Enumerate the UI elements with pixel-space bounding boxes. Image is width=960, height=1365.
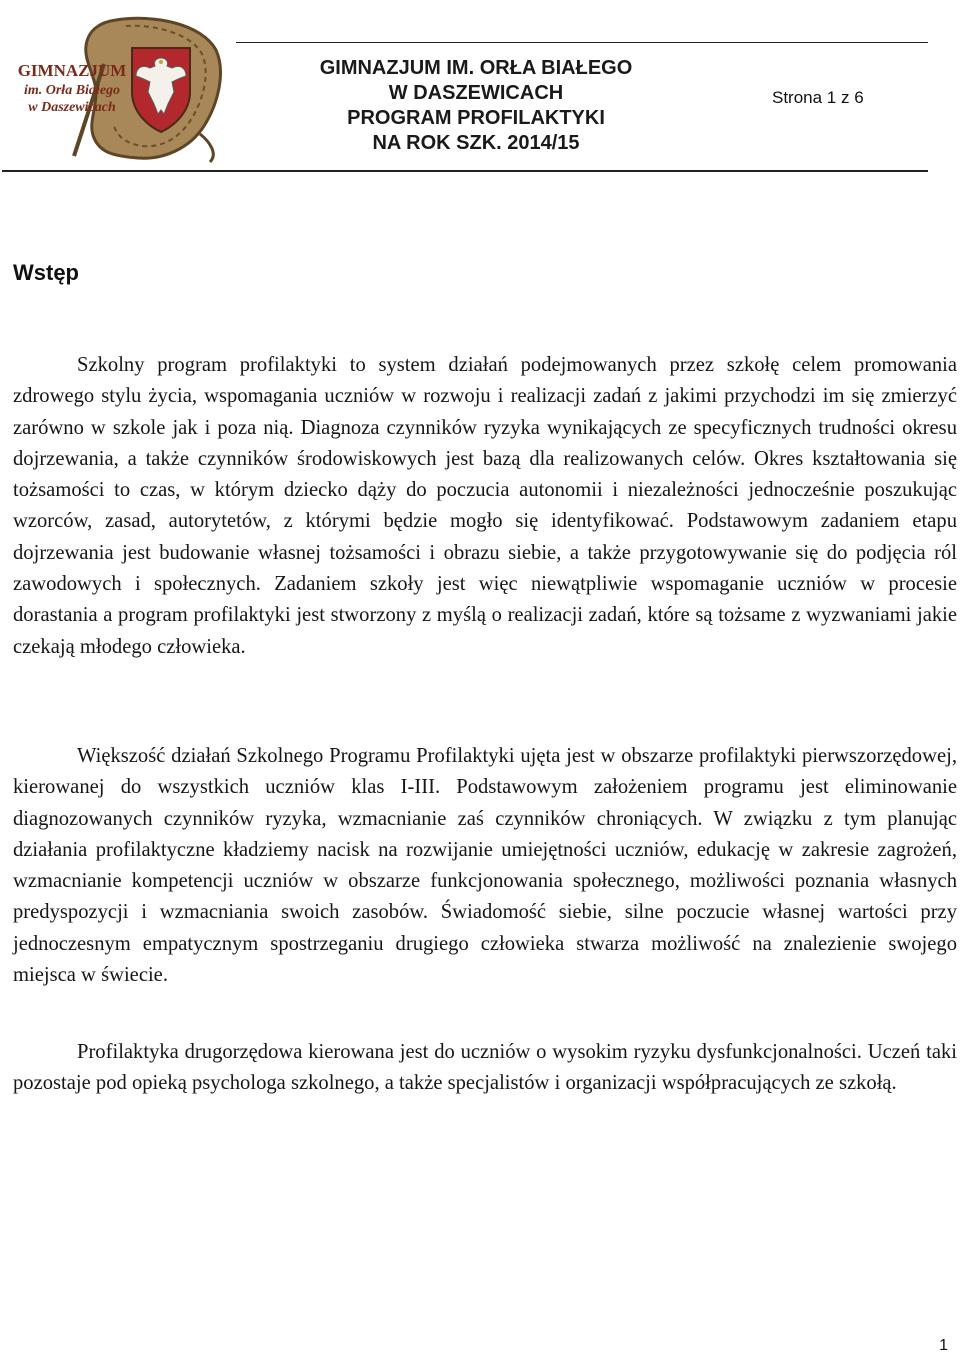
paragraph-secondary-prevention: Profilaktyka drugorzędowa kierowana jest do uczniów o wysokim ryzyku dysfunkcjonalności. Uczeń taki pozostaje pod opieką psychologa szkolnego, a także specjalistów i organizacji współpracujących ze szkołą. xyxy=(13,1041,957,1095)
paragraph-intro: Szkolny program profilaktyki to system działań podejmowanych przez szkołę celem promowania zdrowego stylu życia, wspomagania uczniów w rozwoju i realizacji zadań z jakimi przychodzi im się zmierzyć zarówno w szkole jak i poza nią. Diagnoza czynników ryzyka wynikających ze specyficznych trudności okresu dojrzewania, a także czynników środowiskowych jest bazą dla realizowanych celów. Okres kształtowania się tożsamości to czas, w którym dziecko dąży do poczucia autonomii i niezależności jednocześnie poszukując wzorców, zasad, autorytetów, z którymi będzie mogło się identyfikować. Podstawowym zadaniem etapu dojrzewania jest budowanie własnej tożsamości i obrazu siebie, a także przygotowywanie się do podjęcia ról zawodowych i społecznych. Zadaniem szkoły jest więc niewątpliwie wspomaganie uczniów w procesie dorastania a program profilaktyki jest stworzony z myślą o realizacji zadań, które są tożsame z wyzwaniami jakie czekają młodego człowieka. xyxy=(13,354,957,658)
title-line-location: W DASZEWICACH xyxy=(388,82,564,104)
school-logo xyxy=(4,6,230,166)
cord-decoration xyxy=(200,134,213,162)
header-top-rule xyxy=(236,42,928,43)
logo-text-line1: GIMNAZJUM xyxy=(17,61,127,80)
page-header xyxy=(0,0,960,175)
document-title xyxy=(296,56,656,156)
logo-text-line2: im. Orła Białego xyxy=(23,83,121,98)
title-line-year: NA ROK SZK. 2014/15 xyxy=(372,132,580,154)
title-line-program: PROGRAM PROFILAKTYKI xyxy=(347,107,605,129)
header-bottom-rule xyxy=(2,170,928,172)
page-indicator: Strona 1 z 6 xyxy=(772,88,864,107)
logo-text-line3: w Daszewicach xyxy=(28,100,116,115)
section-heading: Wstęp xyxy=(13,260,79,285)
page-number: 1 xyxy=(939,1337,948,1354)
paragraph-primary-prevention: Większość działań Szkolnego Programu Profilaktyki ujęta jest w obszarze profilaktyki pierwszorzędowej, kierowanej do wszystkich uczniów klas I-III. Podstawowym założeniem programu jest eliminowanie diagnozowanych czynników ryzyka, wzmacnianie zaś czynników chroniących. W związku z tym planując działania profilaktyczne kładziemy nacisk na rozwijanie umiejętności uczniów, edukację w zakresie zagrożeń, wzmacnianie kompetencji uczniów w obszarze funkcjonowania społecznego, możliwości poznania własnych predyspozycji i wzmacniania swoich zasobów. Świadomość siebie, silne poczucie własnej wartości przy jednoczesnym empatycznym spostrzeganiu drugiego człowieka stwarza możliwość na znalezienie swojego miejsca w świecie. xyxy=(13,745,957,987)
title-line-school: GIMNAZJUM IM. ORŁA BIAŁEGO xyxy=(319,57,633,79)
